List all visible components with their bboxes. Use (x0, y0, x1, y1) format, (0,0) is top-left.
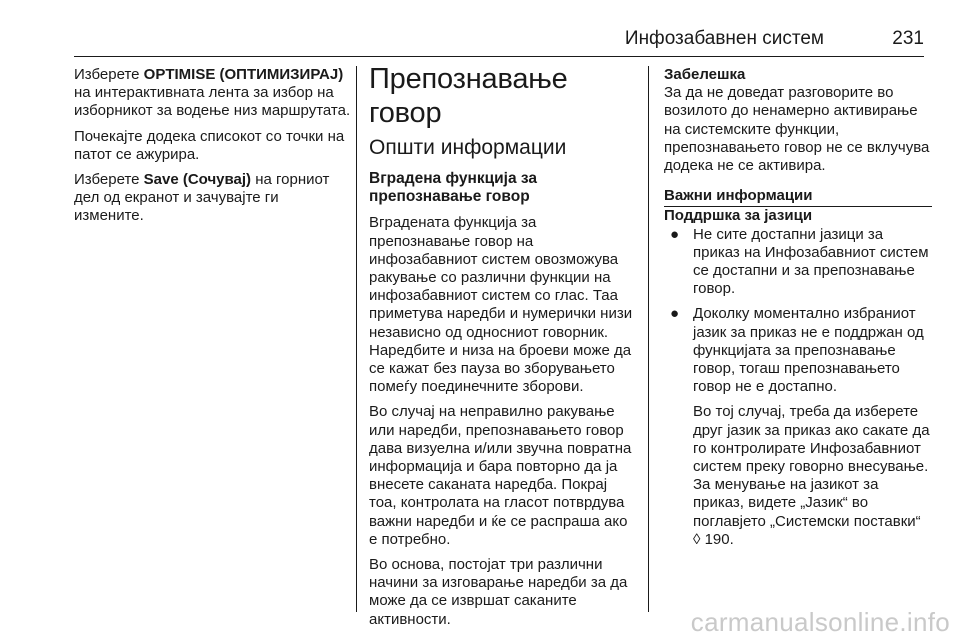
save-term: Save (Сочувај) (143, 171, 252, 189)
running-title: Инфозабавнен систем (624, 28, 824, 49)
paragraph-modes: Во основа, постојат три различни начини за изговарање наредби за да може да се извршат саканите активности. (369, 556, 628, 628)
optimise-term: OPTIMISE (ОПТИМИЗИРАЈ) (143, 66, 344, 83)
note-text: За да не доведат разговорите во возилото до ненамерно активирање на системските функции, препознавањето говор не се вклучува додека не се активира. (664, 84, 930, 175)
important-info-heading: Важни информации (664, 187, 813, 205)
language-support-heading: Поддршка за јазици (664, 207, 813, 225)
page-reference-icon: ◊ (693, 530, 701, 548)
note-heading: Забелешка (664, 66, 746, 83)
page-header (74, 26, 924, 57)
column-right (664, 66, 932, 549)
list-item: ● Доколку моментално избраниот јазик за приказ не е поддржан од функцијата за препознавање говор, тогаш препознавањето говор не е достапно. (670, 305, 924, 396)
column-left (74, 66, 352, 233)
bullet-icon: ● (670, 305, 680, 323)
paragraph-wait: Почекајте додека списокот со точки на патот се ажурира. (74, 127, 345, 163)
topic-heading: Вградена функција за препознавање говор (369, 170, 537, 206)
column-divider (356, 66, 357, 612)
page-number: 231 (892, 28, 924, 49)
paragraph-optimise: Изберете OPTIMISE (ОПТИМИЗИРАЈ) на интерактивната лента за избор на изборникот за водење низ маршрутата. (74, 66, 351, 120)
page-reference: 190. (700, 530, 734, 548)
subsection-title: Општи информации (369, 136, 567, 159)
paragraph-intro: Вградената функција за препознавање говор на инфозабавниот систем овозможува ракување со различни функции на инфозабавниот систем со глас. Таа приметува наредби и нумерички низи независно од односниот говорник. Наредбите и низа на броеви може да се кажат без пауза во зборувањето помеѓу поединечните зборови. (369, 214, 633, 396)
watermark: carmanualsonline.info (690, 607, 950, 637)
column-divider (648, 66, 649, 612)
section-title: Препознавање говор (369, 63, 568, 129)
bullet-icon: ● (670, 225, 680, 243)
column-middle (369, 63, 637, 636)
paragraph-alternative: Во тој случај, треба да изберете друг јазик за приказ ако сакате да го контролирате Инфозабавниот систем преку говорно внесување. За менување на јазикот за приказ, видете „Јазик“ во поглавјето „Системски поставки“ ◊ 190. (693, 403, 930, 548)
list-item: ● Не сите достапни јазици за приказ на Инфозабавниот систем се достапни и за препознавање говор. (670, 225, 929, 298)
paragraph-errors: Во случај на неправилно ракување или наредби, препознавањето говор дава визуелна и/или звучна повратна информација и бара повторно да ја внесете саканата наредба. Покрај тоа, контролата на гласот потврдува важни наредби и ќе се распраша ако е потребно. (369, 403, 632, 548)
paragraph-save: Изберете Save (Сочувај) на горниот дел од екранот и зачувајте ги измените. (74, 171, 330, 225)
